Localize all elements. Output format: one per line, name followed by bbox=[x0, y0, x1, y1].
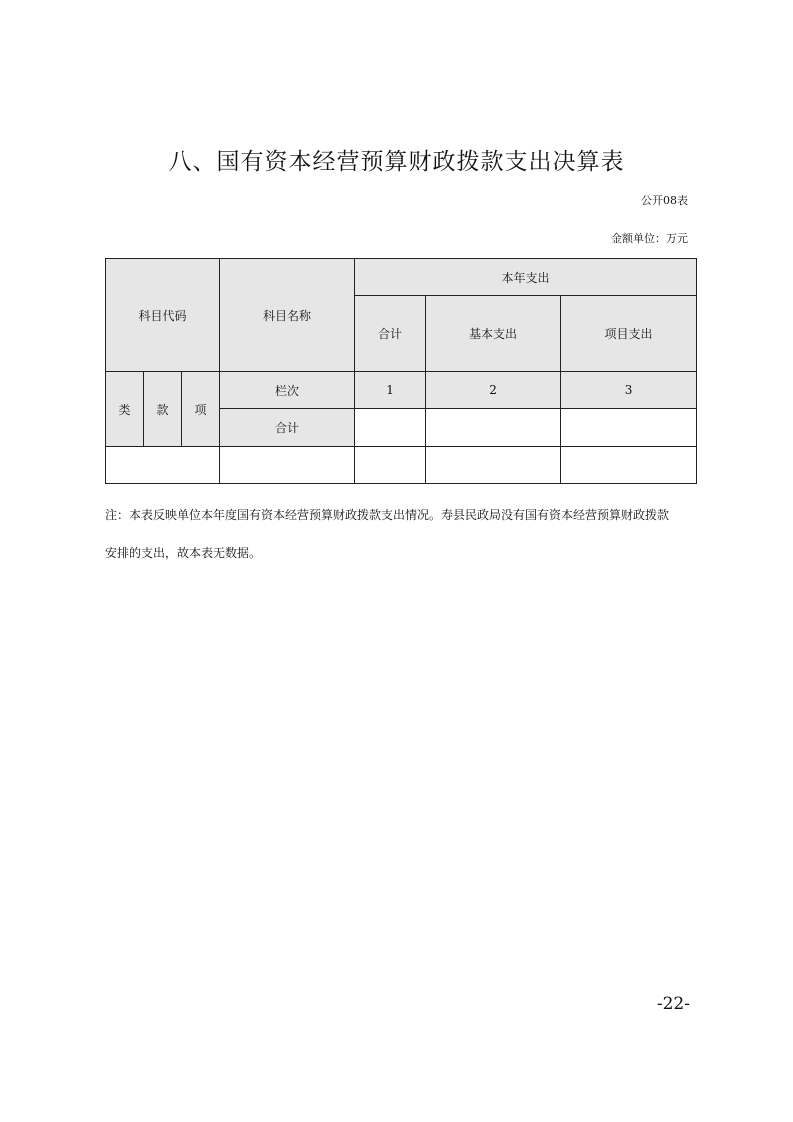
column-number-1: 1 bbox=[355, 372, 426, 409]
empty-data-row bbox=[106, 447, 697, 484]
code-level-category: 类 bbox=[106, 372, 144, 447]
page-title: 八、国有资本经营预算财政拨款支出决算表 bbox=[168, 149, 625, 175]
total-row-label: 合计 bbox=[220, 409, 355, 447]
column-number-2: 2 bbox=[426, 372, 561, 409]
header-current-year-expense: 本年支出 bbox=[355, 259, 697, 296]
empty-basic-cell bbox=[426, 447, 561, 484]
code-level-item: 项 bbox=[182, 372, 220, 447]
code-level-section: 款 bbox=[144, 372, 182, 447]
header-project-expense: 项目支出 bbox=[561, 296, 697, 372]
total-cell-total bbox=[355, 409, 426, 447]
form-number: 公开08表 bbox=[641, 194, 688, 207]
column-number-3: 3 bbox=[561, 372, 697, 409]
total-cell-basic bbox=[426, 409, 561, 447]
note-line-1: 注：本表反映单位本年度国有资本经营预算财政拨款支出情况。寿县民政局没有国有资本经营预算财政拨款 bbox=[105, 508, 670, 522]
empty-project-cell bbox=[561, 447, 697, 484]
empty-code-cell bbox=[106, 447, 220, 484]
table-note bbox=[105, 496, 705, 572]
column-row-label: 栏次 bbox=[220, 372, 355, 409]
column-number-row bbox=[106, 372, 697, 409]
amount-unit: 金额单位：万元 bbox=[611, 232, 688, 245]
note-line-2: 安排的支出，故本表无数据。 bbox=[105, 546, 262, 560]
header-basic-expense: 基本支出 bbox=[426, 296, 561, 372]
total-cell-project bbox=[561, 409, 697, 447]
header-subject-code: 科目代码 bbox=[106, 259, 220, 372]
page-number: -22- bbox=[656, 994, 690, 1014]
empty-total-cell bbox=[355, 447, 426, 484]
header-row-1 bbox=[106, 259, 697, 296]
expenditure-table bbox=[105, 258, 697, 484]
empty-name-cell bbox=[220, 447, 355, 484]
header-total: 合计 bbox=[355, 296, 426, 372]
header-subject-name: 科目名称 bbox=[220, 259, 355, 372]
